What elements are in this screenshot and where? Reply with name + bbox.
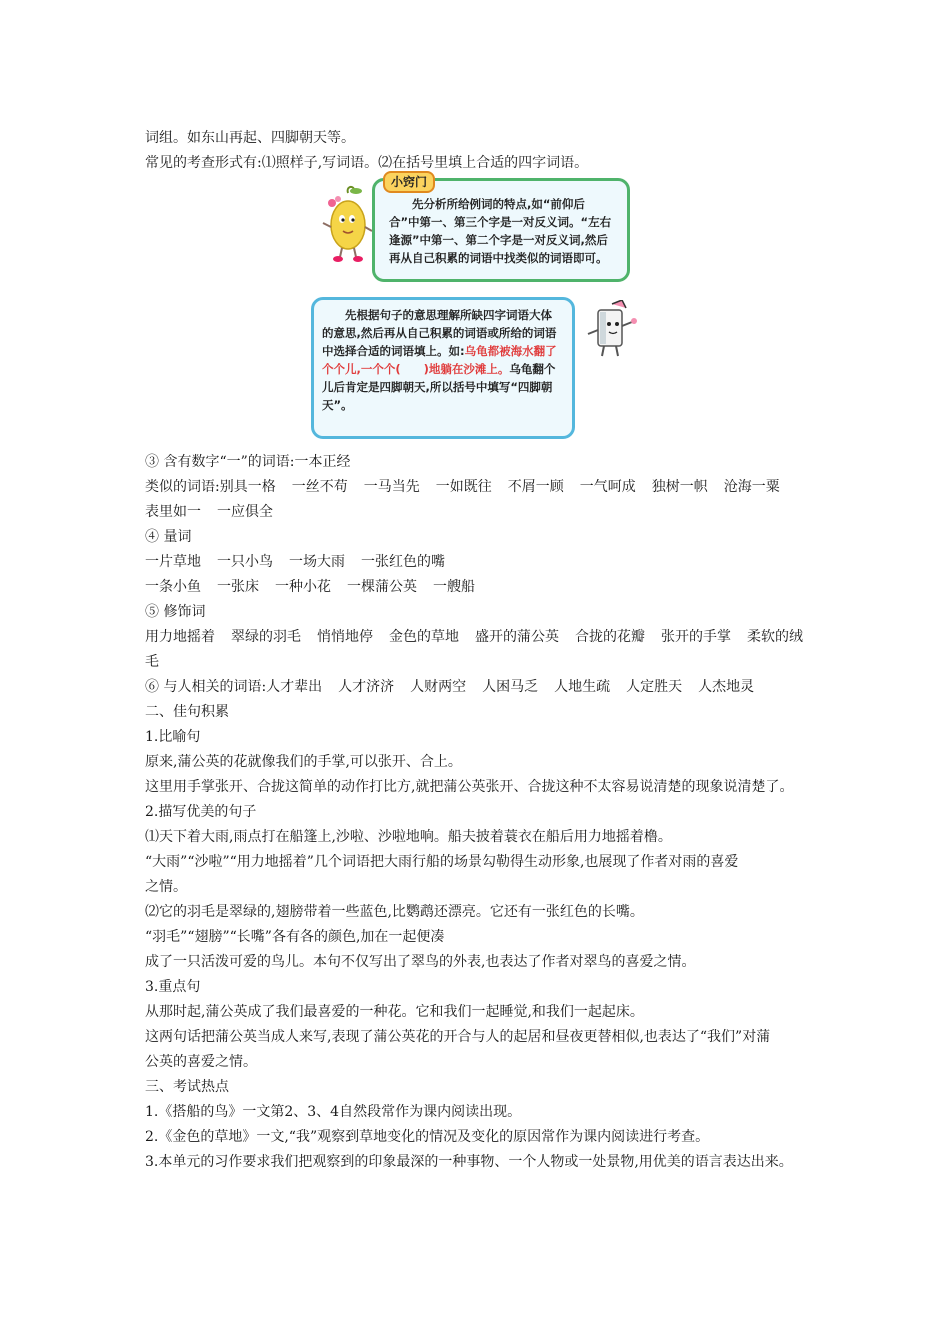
word-item: 悄悄地停 (317, 629, 373, 645)
part2-s1-title: 1.比喻句 (145, 729, 201, 745)
word-item: 一气呵成 (579, 479, 636, 495)
part2-s3-note-2: 公英的喜爱之情。 (145, 1054, 257, 1070)
section5-heading: ⑤ 修饰词 (145, 604, 206, 620)
tip-box-2-text-a: 先根据句子的意思理解所缺四字词语大体的意思,然后再从自己积累的词语或所给的词语中选择合适的词语填上。如: (322, 308, 557, 358)
section4-heading: ④ 量词 (145, 529, 192, 545)
section4-row-2 (145, 577, 475, 597)
word-item: 一张床 (217, 579, 259, 595)
lemon-mascot-icon (318, 185, 376, 265)
intro-line-2: 常见的考查形式有:⑴照样子,写词语。⑵在括号里填上合适的四字词语。 (145, 155, 589, 171)
word-item: 人杰地灵 (698, 679, 755, 695)
book-mascot-icon (578, 300, 640, 360)
section5-row (145, 627, 803, 647)
part2-s2-b: ⑵它的羽毛是翠绿的,翅膀带着一些蓝色,比鹦鹉还漂亮。它还有一张红色的长嘴。 (145, 904, 644, 920)
word-item: 一张红色的嘴 (361, 554, 445, 570)
section3-similar-label: 类似的词语: (145, 479, 220, 495)
part2-s1-sentence: 原来,蒲公英的花就像我们的手掌,可以张开、合上。 (145, 754, 462, 770)
part3-item-1: 1.《搭船的鸟》一文第2、3、4自然段常作为课内阅读出现。 (145, 1104, 522, 1120)
part2-s2-title: 2.描写优美的句子 (145, 804, 257, 820)
tip-box-2-text (322, 306, 562, 414)
tip-box-1-text: 先分析所给例词的特点,如“前仰后合”中第一、第三个字是一对反义词。“左右逢源”中第一、第二个字是一对反义词,然后再从自己积累的词语中找类似的词语即可。 (389, 197, 612, 265)
part3-heading: 三、考试热点 (145, 1079, 229, 1095)
part3-item-3: 3.本单元的习作要求我们把观察到的印象最深的一种事物、一个人物或一处景物,用优美的语言表达出来。 (145, 1154, 793, 1170)
word-item: 独树一帜 (651, 479, 708, 495)
word-item: 翠绿的羽毛 (231, 629, 301, 645)
word-item: 表里如一 (145, 504, 201, 520)
word-item: 沧海一粟 (723, 479, 780, 495)
word-item: 人才济济 (338, 679, 395, 695)
section3-similar-row (145, 477, 780, 497)
part2-s2-a: ⑴天下着大雨,雨点打在船篷上,沙啦、沙啦地响。船夫披着蓑衣在船后用力地摇着橹。 (145, 829, 672, 845)
word-item: 人困马乏 (482, 679, 539, 695)
word-item: 一片草地 (145, 554, 201, 570)
tip-tag: 小窍门 (383, 171, 435, 193)
section4-row-1 (145, 552, 445, 572)
word-item: 一只小鸟 (217, 554, 273, 570)
part2-s2-b-note-2: 成了一只活泼可爱的鸟儿。本句不仅写出了翠鸟的外表,也表达了作者对翠鸟的喜爱之情。 (145, 954, 696, 970)
word-item: 合拢的花瓣 (575, 629, 645, 645)
part2-s1-note: 这里用手掌张开、合拢这简单的动作打比方,就把蒲公英张开、合拢这种不太容易说清楚的现象说清楚了。 (145, 779, 794, 795)
word-item: 一场大雨 (289, 554, 345, 570)
tip-box-2-example: 乌龟都被海水翻了个个儿,一个个( )地躺在沙滩上。 (322, 344, 557, 376)
part2-s2-b-note-1: “羽毛”“翅膀”“长嘴”各有各的颜色,加在一起便凑 (145, 929, 445, 945)
word-item: 一条小鱼 (145, 579, 201, 595)
word-item: 人财两空 (410, 679, 467, 695)
part2-s3-title: 3.重点句 (145, 979, 201, 995)
section3-similar-row-2 (145, 502, 273, 522)
word-item: 盛开的蒲公英 (475, 629, 559, 645)
part2-s3-sentence: 从那时起,蒲公英成了我们最喜爱的一种花。它和我们一起睡觉,和我们一起起床。 (145, 1004, 644, 1020)
tip-box-2-text-b: 乌龟翻个儿后肯定是四脚朝天,所以括号中填写“四脚朝天”。 (322, 362, 556, 412)
word-item: 一如既往 (435, 479, 492, 495)
word-item: 人才辈出 (266, 679, 323, 695)
word-item: 一种小花 (275, 579, 331, 595)
word-item: 金色的草地 (389, 629, 459, 645)
section6-row (145, 677, 754, 697)
word-item: 用力地摇着 (145, 629, 215, 645)
word-item: 一应俱全 (217, 504, 273, 520)
section6-label: ⑥ 与人相关的词语: (145, 679, 267, 695)
tip-box-2 (311, 297, 575, 439)
part2-s3-note-1: 这两句话把蒲公英当成人来写,表现了蒲公英花的开合与人的起居和昼夜更替相似,也表达了“我们”对蒲 (145, 1029, 771, 1045)
word-item: 人定胜天 (626, 679, 683, 695)
tip-box-1 (372, 175, 630, 282)
part2-s2-a-note-1: “大雨”“沙啦”“用力地摇着”几个词语把大雨行船的场景勾勒得生动形象,也展现了作者对雨的喜爱 (145, 854, 739, 870)
word-item: 一艘船 (433, 579, 475, 595)
part2-s2-a-note-2: 之情。 (145, 879, 187, 895)
section3-heading: ③ 含有数字“一”的词语:一本正经 (145, 454, 351, 470)
section5-wrap: 毛 (145, 654, 159, 670)
word-item: 人地生疏 (554, 679, 611, 695)
intro-line-1: 词组。如东山再起、四脚朝天等。 (145, 130, 355, 146)
word-item: 张开的手掌 (661, 629, 731, 645)
part2-heading: 二、佳句积累 (145, 704, 229, 720)
word-item: 柔软的绒 (747, 629, 803, 645)
word-item: 一马当先 (363, 479, 420, 495)
word-item: 一棵蒲公英 (347, 579, 417, 595)
part3-item-2: 2.《金色的草地》一文,“我”观察到草地变化的情况及变化的原因常作为课内阅读进行考查。 (145, 1129, 710, 1145)
word-item: 别具一格 (219, 479, 276, 495)
word-item: 一丝不苟 (291, 479, 348, 495)
word-item: 不屑一顾 (507, 479, 564, 495)
